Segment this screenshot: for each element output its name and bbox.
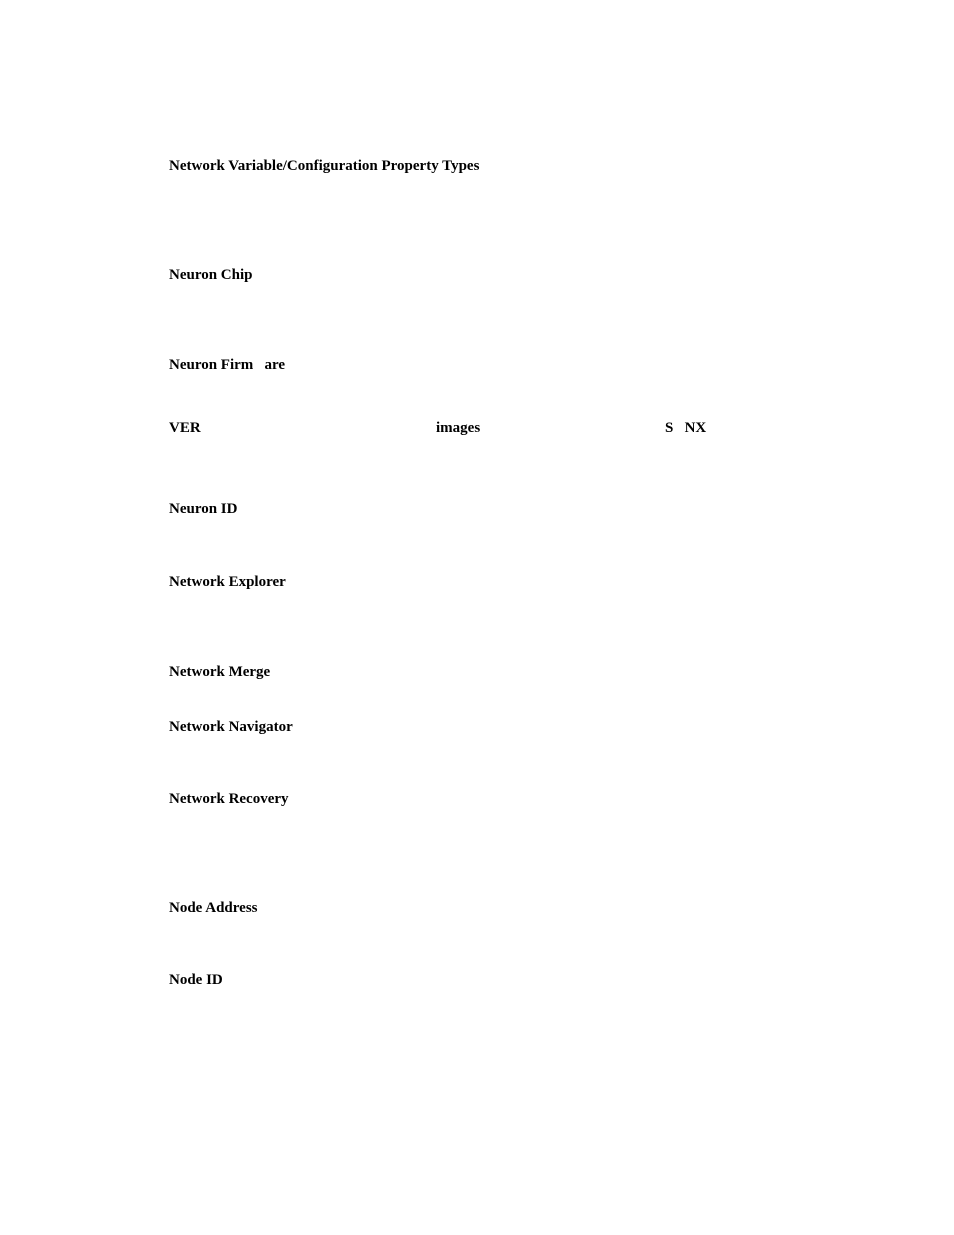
term-node-id: Node ID bbox=[169, 972, 223, 988]
term-network-navigator: Network Navigator bbox=[169, 719, 293, 735]
term-node-address: Node Address bbox=[169, 900, 258, 916]
term-network-explorer: Network Explorer bbox=[169, 574, 286, 590]
term-neuron-firmware: Neuron Firm are bbox=[169, 357, 286, 373]
term-neuron-chip: Neuron Chip bbox=[169, 267, 253, 283]
term-nv-cp-types: Network Variable/Configuration Property Types bbox=[169, 158, 480, 174]
firmware-row-images: images bbox=[436, 420, 481, 436]
firmware-row-snx: S NX bbox=[665, 420, 707, 436]
firmware-row-ver: VER bbox=[169, 420, 201, 436]
term-network-recovery: Network Recovery bbox=[169, 791, 289, 807]
term-neuron-id: Neuron ID bbox=[169, 501, 238, 517]
term-network-merge: Network Merge bbox=[169, 664, 271, 680]
